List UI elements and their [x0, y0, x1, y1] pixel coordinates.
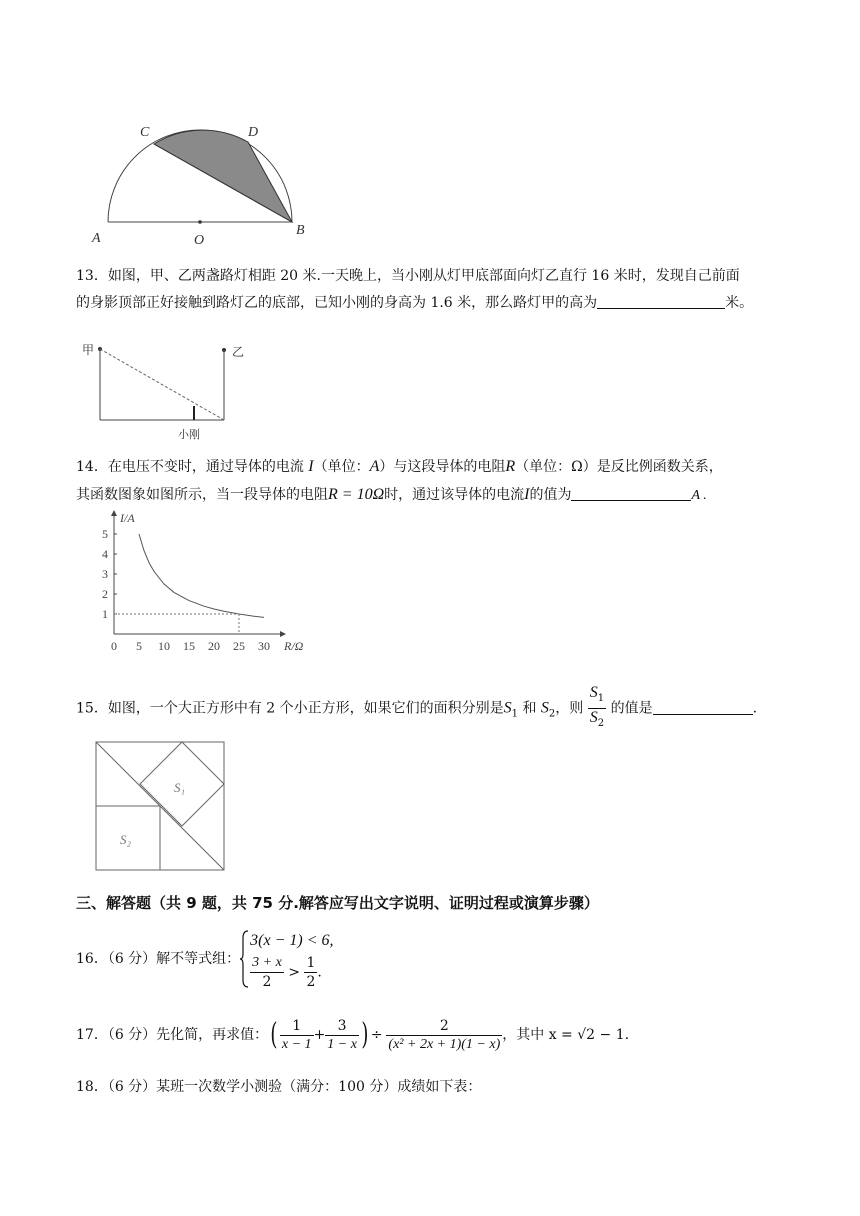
q15-ratio-num-sub: 1 — [597, 693, 605, 704]
x-axis-arrow — [280, 631, 286, 637]
q14-unit: A . — [691, 488, 707, 503]
q17-lparen: ( — [270, 1017, 278, 1052]
q16-system — [240, 928, 333, 991]
q17-prefix: 17．（6 分）先化简，再求值： — [76, 1027, 269, 1043]
q16-gt: > — [288, 964, 301, 980]
q15-answer-blank[interactable] — [653, 700, 753, 715]
q15-ratio-den-sub: 2 — [597, 718, 605, 729]
q16-prefix: 16．（6 分）解不等式组： — [76, 951, 241, 967]
q13-streetlight-figure — [80, 336, 250, 444]
x-tick-label: 5 — [136, 639, 142, 653]
q17-div: ÷ — [370, 1027, 383, 1043]
x-tick-label: 10 — [158, 639, 170, 653]
q15-period: . — [752, 700, 758, 717]
q15-s2: S — [540, 699, 549, 717]
q15-s1: S — [503, 699, 512, 717]
q14-text-c: ）与这段导体的电阻 — [379, 459, 506, 475]
q16-period: . — [317, 964, 322, 980]
q17-f2-den: 1 − x — [327, 1036, 357, 1052]
q14-sym-a: A — [369, 458, 380, 475]
q14-sym-r: R — [505, 458, 516, 475]
q15-text-b: ，则 — [555, 700, 584, 717]
x-tick-label: 30 — [258, 639, 270, 653]
y-axis-arrow — [111, 510, 117, 516]
q14-sym-i2: I — [524, 486, 530, 503]
q13-line2-text: 的身影顶部正好接触到路灯乙的底部，已知小刚的身高为 1.6 米，那么路灯甲的高为 — [76, 295, 598, 311]
q13-answer-blank[interactable] — [597, 294, 725, 309]
q14-text-g: 时，通过该导体的电流 — [384, 487, 525, 503]
q15-ratio-den: S — [589, 709, 598, 726]
q15-line — [76, 684, 757, 733]
q16-brace — [240, 930, 250, 988]
q14-eq-r: R = 10Ω — [328, 486, 385, 503]
q17-f2-num: 3 — [325, 1017, 359, 1036]
q15-s1-sub: 1 — [511, 708, 518, 720]
q17-f3-num: 2 — [386, 1017, 502, 1036]
q16-ineq2-den: 2 — [262, 973, 272, 990]
q16-rnum: 1 — [306, 954, 316, 971]
q17-line — [76, 1012, 629, 1058]
q15-and: 和 — [522, 700, 537, 717]
center-dot — [198, 220, 202, 224]
label-a: A — [92, 231, 101, 246]
light-ray — [100, 349, 224, 420]
y-tick-label: 4 — [102, 547, 108, 561]
q14-text-h: 的值为 — [529, 487, 572, 503]
x-tick-label: 0 — [111, 639, 117, 653]
section3-title: 三、解答题（共 9 题，共 75 分.解答应写出文字说明、证明过程或演算步骤） — [76, 894, 599, 912]
q14-text-a: 14．在电压不变时，通过导体的电流 — [76, 459, 304, 475]
x-tick-label: 15 — [183, 639, 195, 653]
y-axis-label: I/A — [120, 511, 135, 525]
label-d: D — [248, 125, 259, 140]
q13-line2 — [76, 292, 753, 314]
label-c: C — [140, 125, 150, 140]
lamp-b-label: 乙 — [232, 345, 245, 359]
q15-ratio — [588, 684, 606, 733]
y-tick-label: 2 — [102, 587, 108, 601]
q18-line: 18．（6 分）某班一次数学小测验（满分：100 分）成绩如下表： — [76, 1079, 482, 1095]
label-o: O — [194, 233, 205, 248]
person-label: 小刚 — [178, 429, 200, 441]
q17-f1-num: 1 — [280, 1017, 314, 1036]
q16-rden: 2 — [306, 973, 316, 990]
q14-line1 — [76, 456, 723, 478]
q15-squares-figure — [94, 738, 228, 874]
q15-text-a: 15．如图，一个大正方形中有 2 个小正方形，如果它们的面积分别是 — [76, 700, 504, 717]
q14-sym-omega: Ω — [571, 459, 583, 475]
label-b: B — [296, 223, 305, 238]
q15-text-c: 的值是 — [610, 700, 653, 717]
q15-ratio-num: S — [589, 684, 598, 701]
y-tick-label: 3 — [102, 567, 108, 581]
q16-ineq2 — [250, 954, 333, 991]
y-tick-label: 1 — [102, 607, 108, 621]
q17-f3-den: (x² + 2x + 1)(1 − x) — [388, 1036, 501, 1052]
q14-text-d: （单位： — [515, 459, 572, 475]
q14-text-f: 其函数图象如图所示，当一段导体的电阻 — [76, 487, 328, 503]
q14-sym-i: I — [308, 458, 314, 475]
x-tick-label: 20 — [208, 639, 220, 653]
q17-plus: + — [313, 1027, 326, 1043]
x-axis-label: R/Ω — [284, 639, 304, 653]
q17-f1-den: x − 1 — [281, 1036, 312, 1052]
q14-answer-blank[interactable] — [571, 486, 691, 501]
q14-text-b: （单位： — [313, 459, 370, 475]
q16-ineq2-num: 3 + x — [250, 954, 284, 973]
q17-suffix: ，其中 x = √2 − 1. — [502, 1027, 630, 1043]
q14-chart — [96, 511, 304, 660]
q14-line2 — [76, 484, 707, 507]
inverse-curve — [139, 534, 264, 617]
q15-s2-sub: 2 — [548, 708, 556, 720]
label-s1: S₁ — [174, 780, 186, 795]
q16-ineq1: 3(x − 1) < 6, — [250, 931, 334, 949]
y-tick-label: 5 — [102, 527, 108, 541]
semicircle-figure — [88, 118, 318, 246]
q13-line1: 13．如图，甲、乙两盏路灯相距 20 米.一天晚上，当小刚从灯甲底部面向灯乙直行 16 米时，发现自己前面 — [76, 268, 740, 284]
lamp-a-label: 甲 — [82, 343, 95, 357]
shaded-region — [154, 130, 292, 222]
q13-unit: 米。 — [725, 295, 754, 311]
q16-line — [76, 928, 334, 990]
q17-rparen: ) — [361, 1017, 369, 1052]
q14-text-e: ）是反比例函数关系， — [582, 459, 723, 475]
x-tick-label: 25 — [233, 639, 245, 653]
label-s2: S₂ — [120, 832, 132, 847]
